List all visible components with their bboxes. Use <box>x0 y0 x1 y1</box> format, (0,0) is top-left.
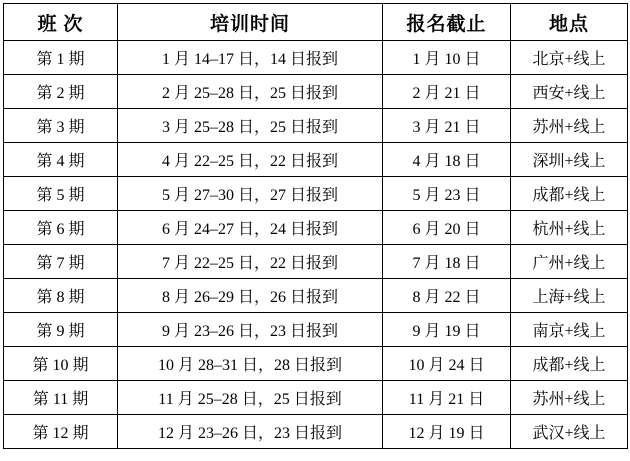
column-header-registration-deadline: 报名截止 <box>383 4 511 41</box>
cell-training-time: 1 月 14–17 日，14 日报到 <box>118 41 383 75</box>
table-body <box>4 41 628 449</box>
cell-deadline: 12 月 19 日 <box>383 415 511 449</box>
table-row <box>4 415 628 449</box>
table-row <box>4 75 628 109</box>
cell-term: 第 7 期 <box>4 245 118 279</box>
cell-training-time: 8 月 26–29 日，26 日报到 <box>118 279 383 313</box>
cell-location: 上海+线上 <box>511 279 628 313</box>
cell-deadline: 4 月 18 日 <box>383 143 511 177</box>
cell-training-time: 9 月 23–26 日，23 日报到 <box>118 313 383 347</box>
table-row <box>4 279 628 313</box>
table-row <box>4 245 628 279</box>
cell-deadline: 6 月 20 日 <box>383 211 511 245</box>
cell-location: 成都+线上 <box>511 177 628 211</box>
table-row <box>4 347 628 381</box>
table-row <box>4 381 628 415</box>
column-header-location: 地点 <box>511 4 628 41</box>
column-header-training-time: 培训时间 <box>118 4 383 41</box>
cell-term: 第 2 期 <box>4 75 118 109</box>
cell-term: 第 6 期 <box>4 211 118 245</box>
cell-training-time: 5 月 27–30 日，27 日报到 <box>118 177 383 211</box>
cell-training-time: 4 月 22–25 日，22 日报到 <box>118 143 383 177</box>
cell-training-time: 6 月 24–27 日，24 日报到 <box>118 211 383 245</box>
cell-training-time: 3 月 25–28 日，25 日报到 <box>118 109 383 143</box>
table-row <box>4 41 628 75</box>
cell-location: 苏州+线上 <box>511 381 628 415</box>
cell-deadline: 5 月 23 日 <box>383 177 511 211</box>
cell-term: 第 10 期 <box>4 347 118 381</box>
table-header <box>4 4 628 41</box>
cell-location: 武汉+线上 <box>511 415 628 449</box>
cell-term: 第 1 期 <box>4 41 118 75</box>
cell-location: 北京+线上 <box>511 41 628 75</box>
cell-deadline: 1 月 10 日 <box>383 41 511 75</box>
table-row <box>4 211 628 245</box>
cell-term: 第 5 期 <box>4 177 118 211</box>
cell-term: 第 3 期 <box>4 109 118 143</box>
cell-deadline: 11 月 21 日 <box>383 381 511 415</box>
cell-training-time: 11 月 25–28 日，25 日报到 <box>118 381 383 415</box>
cell-term: 第 11 期 <box>4 381 118 415</box>
training-schedule-table <box>3 3 628 449</box>
table-header-row <box>4 4 628 41</box>
cell-deadline: 2 月 21 日 <box>383 75 511 109</box>
cell-deadline: 8 月 22 日 <box>383 279 511 313</box>
cell-training-time: 10 月 28–31 日，28 日报到 <box>118 347 383 381</box>
table-row <box>4 177 628 211</box>
cell-location: 西安+线上 <box>511 75 628 109</box>
table-row <box>4 313 628 347</box>
cell-term: 第 8 期 <box>4 279 118 313</box>
table-row <box>4 143 628 177</box>
cell-deadline: 9 月 19 日 <box>383 313 511 347</box>
cell-location: 苏州+线上 <box>511 109 628 143</box>
cell-training-time: 7 月 22–25 日，22 日报到 <box>118 245 383 279</box>
cell-term: 第 9 期 <box>4 313 118 347</box>
cell-location: 南京+线上 <box>511 313 628 347</box>
cell-deadline: 3 月 21 日 <box>383 109 511 143</box>
cell-location: 深圳+线上 <box>511 143 628 177</box>
cell-deadline: 7 月 18 日 <box>383 245 511 279</box>
cell-deadline: 10 月 24 日 <box>383 347 511 381</box>
cell-location: 杭州+线上 <box>511 211 628 245</box>
cell-training-time: 2 月 25–28 日，25 日报到 <box>118 75 383 109</box>
cell-location: 成都+线上 <box>511 347 628 381</box>
cell-location: 广州+线上 <box>511 245 628 279</box>
cell-term: 第 12 期 <box>4 415 118 449</box>
cell-term: 第 4 期 <box>4 143 118 177</box>
cell-training-time: 12 月 23–26 日，23 日报到 <box>118 415 383 449</box>
column-header-term: 班 次 <box>4 4 118 41</box>
table-row <box>4 109 628 143</box>
